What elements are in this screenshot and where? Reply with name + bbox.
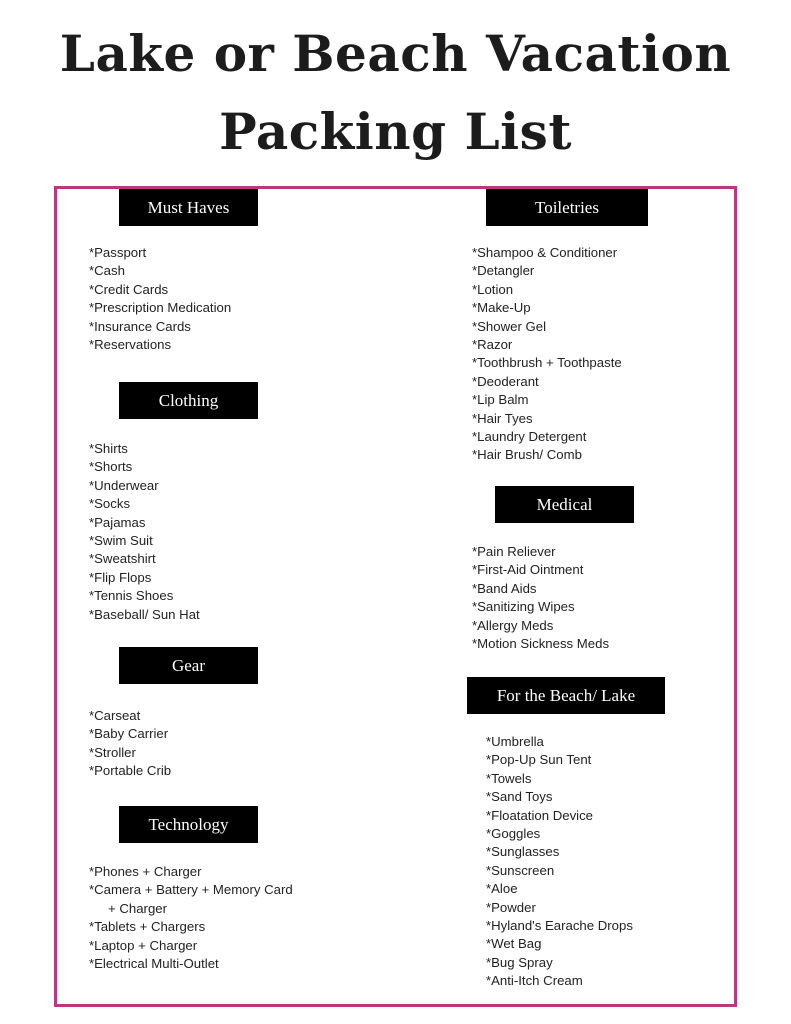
list-item: *Tennis Shoes xyxy=(89,588,174,604)
list-item: *Phones + Charger xyxy=(89,864,202,879)
list-item: *Baseball/ Sun Hat xyxy=(89,606,200,622)
list-item: *Razor xyxy=(472,337,513,353)
page-title-line-1: Lake or Beach Vacation xyxy=(59,24,732,83)
medical-list xyxy=(472,543,609,653)
list-item: *Towels xyxy=(486,770,532,786)
technology-list xyxy=(89,863,293,973)
list-item: *Band Aids xyxy=(472,580,537,596)
must-haves-list xyxy=(89,244,231,354)
page-title-line-2: Packing List xyxy=(219,102,572,161)
list-item: *Pain Reliever xyxy=(472,544,556,559)
list-item: *Detangler xyxy=(472,263,535,279)
section-heading-toiletries: Toiletries xyxy=(486,189,648,226)
list-item: *Hyland's Earache Drops xyxy=(486,918,633,934)
list-item-continuation: + Charger xyxy=(108,900,168,916)
list-item: *Sunscreen xyxy=(486,862,555,878)
list-item: *Carseat xyxy=(89,708,141,723)
list-item: *Goggles xyxy=(486,826,541,842)
section-heading-must-haves: Must Haves xyxy=(119,189,258,226)
list-item: *Laundry Detergent xyxy=(472,429,587,445)
list-item: *Toothbrush + Toothpaste xyxy=(472,355,622,371)
list-item: *Tablets + Chargers xyxy=(89,919,206,935)
list-item: *Stroller xyxy=(89,744,136,760)
section-heading-clothing: Clothing xyxy=(119,382,258,419)
list-item: *Hair Tyes xyxy=(472,410,533,426)
section-heading-technology: Technology xyxy=(119,806,258,843)
list-item: *Anti-Itch Cream xyxy=(486,973,583,989)
list-item: *Reservations xyxy=(89,337,172,353)
section-heading-beach-lake: For the Beach/ Lake xyxy=(467,677,665,714)
list-item: *Underwear xyxy=(89,477,159,493)
list-item: *Socks xyxy=(89,496,131,512)
list-item: *Allergy Meds xyxy=(472,617,554,633)
gear-list xyxy=(89,707,171,781)
clothing-list xyxy=(89,440,200,624)
list-item: *Prescription Medication xyxy=(89,300,232,316)
toiletries-list xyxy=(472,244,622,465)
list-item: *Shorts xyxy=(89,459,133,475)
list-item: *Bug Spray xyxy=(486,954,553,970)
list-item: *Sunglasses xyxy=(486,844,560,860)
list-item: *Portable Crib xyxy=(89,763,172,779)
list-item: *Shower Gel xyxy=(472,318,547,334)
list-item: *Cash xyxy=(89,263,125,279)
list-item: *Make-Up xyxy=(472,300,531,316)
list-item: *Powder xyxy=(486,899,536,915)
beach-lake-list xyxy=(486,733,633,991)
list-item: *Laptop + Charger xyxy=(89,937,198,953)
list-item: *Swim Suit xyxy=(89,533,153,549)
list-item: *Baby Carrier xyxy=(89,726,169,742)
list-item: *Electrical Multi-Outlet xyxy=(89,956,219,972)
list-item: *Umbrella xyxy=(486,734,544,749)
section-heading-medical: Medical xyxy=(495,486,634,523)
section-heading-gear: Gear xyxy=(119,647,258,684)
list-item: *Credit Cards xyxy=(89,281,169,297)
list-item: *Pajamas xyxy=(89,514,146,530)
list-item: *First-Aid Ointment xyxy=(472,562,584,578)
list-item: *Flip Flops xyxy=(89,569,152,585)
list-item: *Shampoo & Conditioner xyxy=(472,245,618,260)
list-item: *Insurance Cards xyxy=(89,318,191,334)
list-item: *Wet Bag xyxy=(486,936,542,952)
list-item: *Hair Brush/ Comb xyxy=(472,447,582,463)
list-item: *Shirts xyxy=(89,441,128,456)
list-item: *Pop-Up Sun Tent xyxy=(486,752,592,768)
list-item: *Passport xyxy=(89,245,147,260)
list-item: *Motion Sickness Meds xyxy=(472,636,610,652)
list-item: *Camera + Battery + Memory Card xyxy=(89,882,293,898)
list-item: *Lotion xyxy=(472,281,514,297)
list-item: *Deoderant xyxy=(472,373,539,389)
list-item: *Floatation Device xyxy=(486,807,594,823)
list-item: *Sand Toys xyxy=(486,789,553,805)
list-item: *Lip Balm xyxy=(472,392,529,408)
list-item: *Aloe xyxy=(486,881,518,897)
list-item: *Sweatshirt xyxy=(89,551,156,567)
list-item: *Sanitizing Wipes xyxy=(472,599,575,615)
